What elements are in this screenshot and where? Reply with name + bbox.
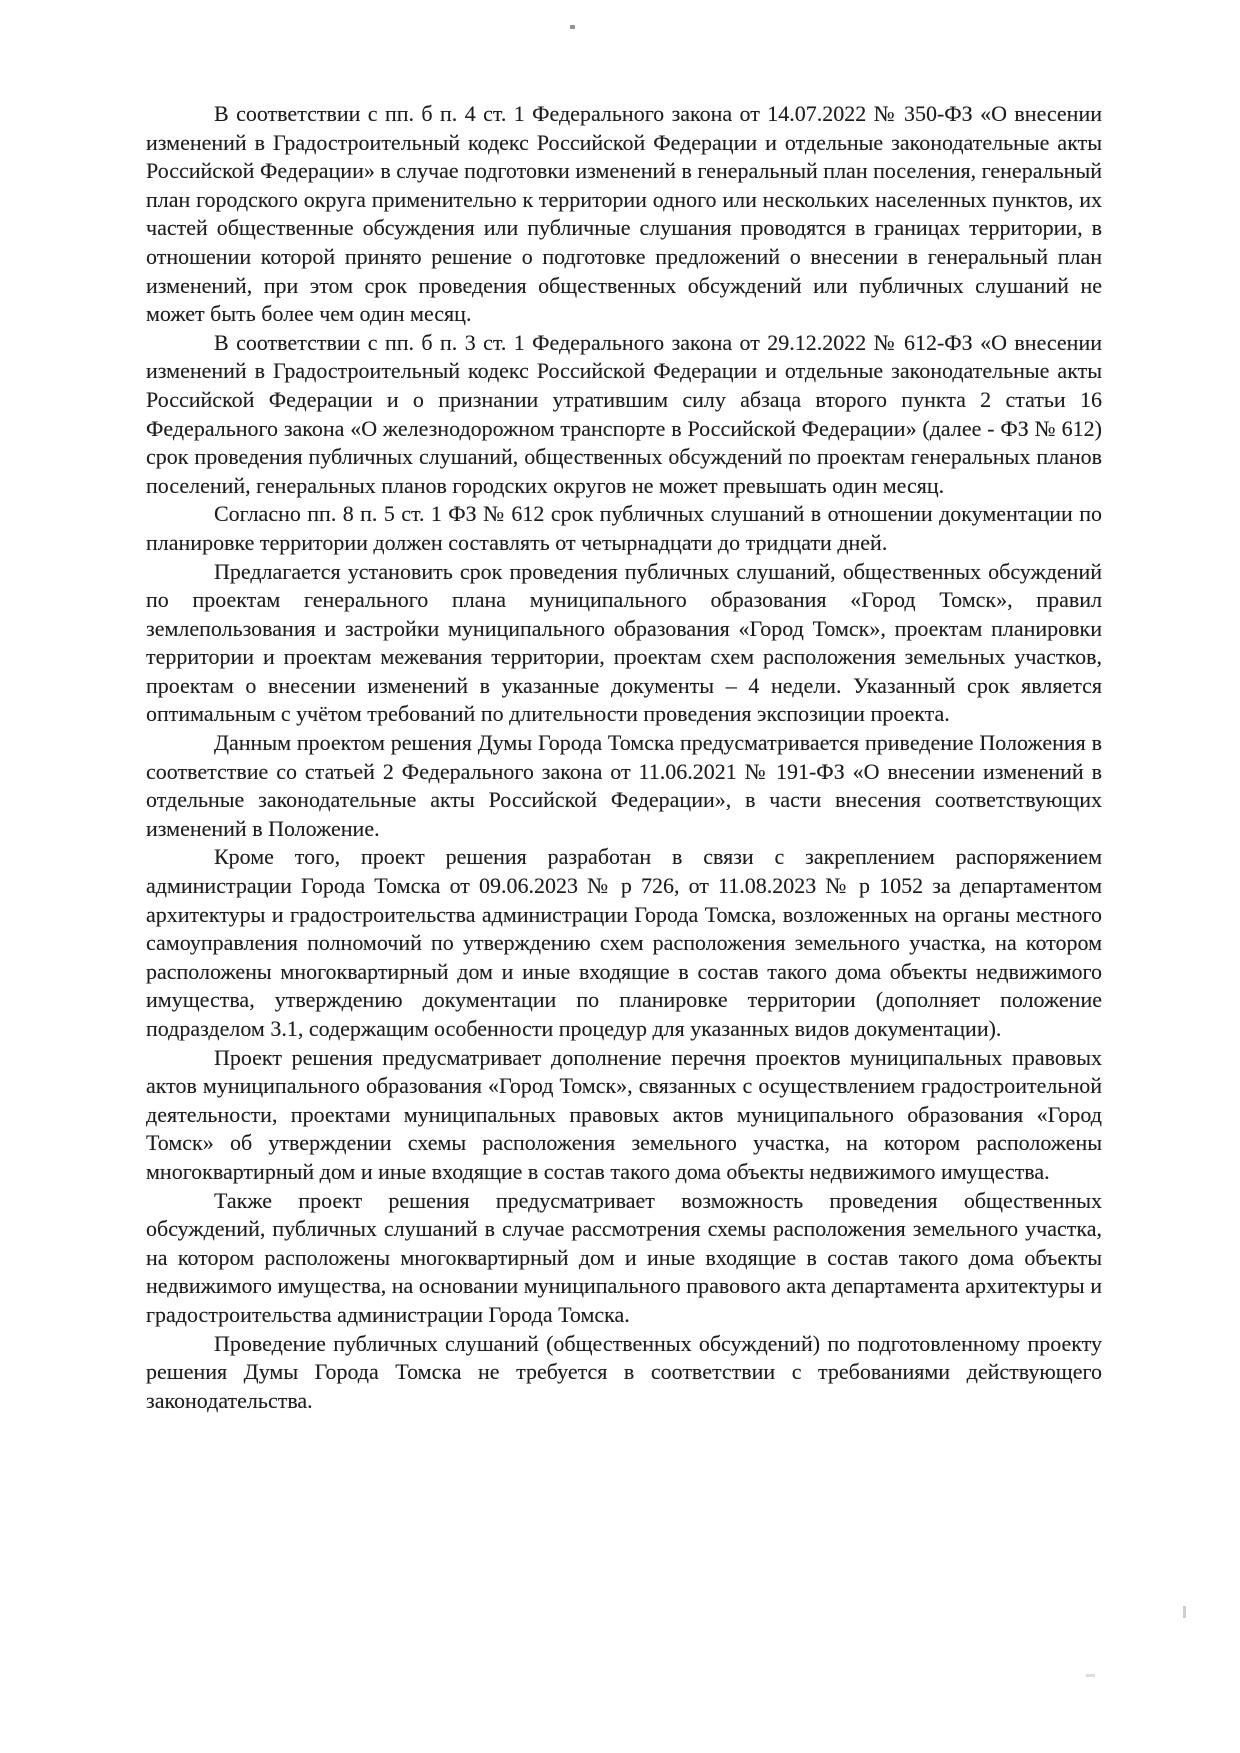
- scan-speck: [1183, 1606, 1186, 1618]
- paragraph: Проект решения предусматривает дополнение перечня проектов муниципальных правовых актов муниципального образования «Город Томск», связанных с осуществлением градостроительной деятельности, проектами муниципальных правовых актов муниципального образования «Город Томск» об утверждении схемы расположения земельного участка, на котором расположены многоквартирный дом и иные входящие в состав такого дома объекты недвижимого имущества.: [146, 1044, 1102, 1184]
- scan-speck: [1086, 1674, 1095, 1677]
- scan-speck: [570, 25, 575, 29]
- paragraph: Данным проектом решения Думы Города Томска предусматривается приведение Положения в соответствие со статьей 2 Федерального закона от 11.06.2021 № 191-ФЗ «О внесении изменений в отдельные законодательные акты Российской Федерации», в части внесения соответствующих изменений в Положение.: [146, 730, 1102, 841]
- paragraph: В соответствии с пп. б п. 4 ст. 1 Федерального закона от 14.07.2022 № 350-ФЗ «О внесении изменений в Градостроительный кодекс Российской Федерации и отдельные законодательные акты Российской Федерации» в случае подготовки изменений в генеральный план поселения, генеральный план городского округа применительно к территории одного или нескольких населенных пунктов, их частей общественные обсуждения или публичные слушания проводятся в границах территории, в отношении которой принято решение о подготовке предложений о внесении в генеральный план изменений, при этом срок проведения общественных обсуждений или публичных слушаний не может быть более чем один месяц.: [146, 101, 1102, 327]
- document-text-block: [146, 100, 1102, 1415]
- paragraph: Согласно пп. 8 п. 5 ст. 1 ФЗ № 612 срок публичных слушаний в отношении документации по планировке территории должен составлять от четырнадцати до тридцати дней.: [146, 501, 1102, 555]
- paragraph: Кроме того, проект решения разработан в связи с закреплением распоряжением администрации Города Томска от 09.06.2023 № р 726, от 11.08.2023 № р 1052 за департаментом архитектуры и градостроительства администрации Города Томска, возложенных на органы местного самоуправления полномочий по утверждению схем расположения земельного участка, на котором расположены многоквартирный дом и иные входящие в состав такого дома объекты недвижимого имущества, утверждению документации по планировке территории (дополняет положение подразделом 3.1, содержащим особенности процедур для указанных видов документации).: [146, 844, 1102, 1041]
- paragraph: Проведение публичных слушаний (общественных обсуждений) по подготовленному проекту решения Думы Города Томска не требуется в соответствии с требованиями действующего законодательства.: [146, 1330, 1102, 1413]
- paragraph: Также проект решения предусматривает возможность проведения общественных обсуждений, публичных слушаний в случае рассмотрения схемы расположения земельного участка, на котором расположены многоквартирный дом и иные входящие в состав такого дома объекты недвижимого имущества, на основании муниципального правового акта департамента архитектуры и градостроительства администрации Города Томска.: [146, 1187, 1102, 1327]
- paragraph: В соответствии с пп. б п. 3 ст. 1 Федерального закона от 29.12.2022 № 612-ФЗ «О внесении изменений в Градостроительный кодекс Российской Федерации и отдельные законодательные акты Российской Федерации и о признании утратившим силу абзаца второго пункта 2 статьи 16 Федерального закона «О железнодорожном транспорте в Российской Федерации» (далее - ФЗ № 612) срок проведения публичных слушаний, общественных обсуждений по проектам генеральных планов поселений, генеральных планов городских округов не может превышать один месяц.: [146, 329, 1102, 498]
- paragraph: Предлагается установить срок проведения публичных слушаний, общественных обсуждений по проектам генерального плана муниципального образования «Город Томск», правил землепользования и застройки муниципального образования «Город Томск», проектам планировки территории и проектам межевания территории, проектам схем расположения земельных участков, проектам о внесении изменений в указанные документы – 4 недели. Указанный срок является оптимальным с учётом требований по длительности проведения экспозиции проекта.: [146, 558, 1102, 727]
